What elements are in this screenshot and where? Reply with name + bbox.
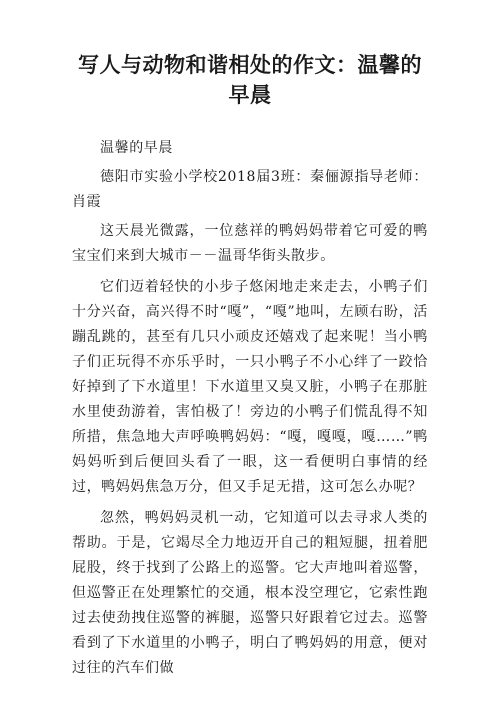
document-title: 写人与动物和谐相处的作文：温馨的早晨 <box>78 52 422 107</box>
body-paragraph: 这天晨光微露，一位慈祥的鸭妈妈带着它可爱的鸭宝宝们来到大城市－－温哥华街头散步。 <box>72 223 428 264</box>
body-paragraph: 它们迈着轻快的小步子悠闲地走来走去，小鸭子们十分兴奋，高兴得不时“嘎”，“嘎”地叫，左顾右盼，活蹦乱跳的，甚至有几只小顽皮还嬉戏了起来呢！当小鸭子们正玩得不亦乐乎时，一只小鸭子不小心绊了一跤恰好掉到了下水道里！下水道里又臭又脏，小鸭子在那脏水里使劲游着，害怕极了！旁边的小鸭子们慌乱得不知所措，焦急地大声呼唤鸭妈妈：“嘎，嘎嘎，嘎……”鸭妈妈听到后便回头看了一眼，这一看便明白事情的经过，鸭妈妈焦急万分，但又手足无措，这可怎么办呢？ <box>72 279 428 495</box>
subtitle-paragraph: 温馨的早晨 <box>100 140 173 156</box>
author-paragraph: 德阳市实验小学校2018届3班：秦俪源指导老师：肖霞 <box>72 169 428 210</box>
body-paragraph: 忽然，鸭妈妈灵机一动，它知道可以去寻求人类的帮助。于是，它竭尽全力地迈开自己的粗短腿，扭着肥屁股，终于找到了公路上的巡警。它大声地叫着巡警，但巡警正在处理繁忙的交通，根本没空理它，它索性跑过去使劲拽住巡警的裤腿，巡警只好跟着它过去。巡警看到了下水道里的小鸭子，明白了鸭妈妈的用意，便对过往的汽车们做 <box>72 510 428 676</box>
document-body <box>72 136 428 681</box>
